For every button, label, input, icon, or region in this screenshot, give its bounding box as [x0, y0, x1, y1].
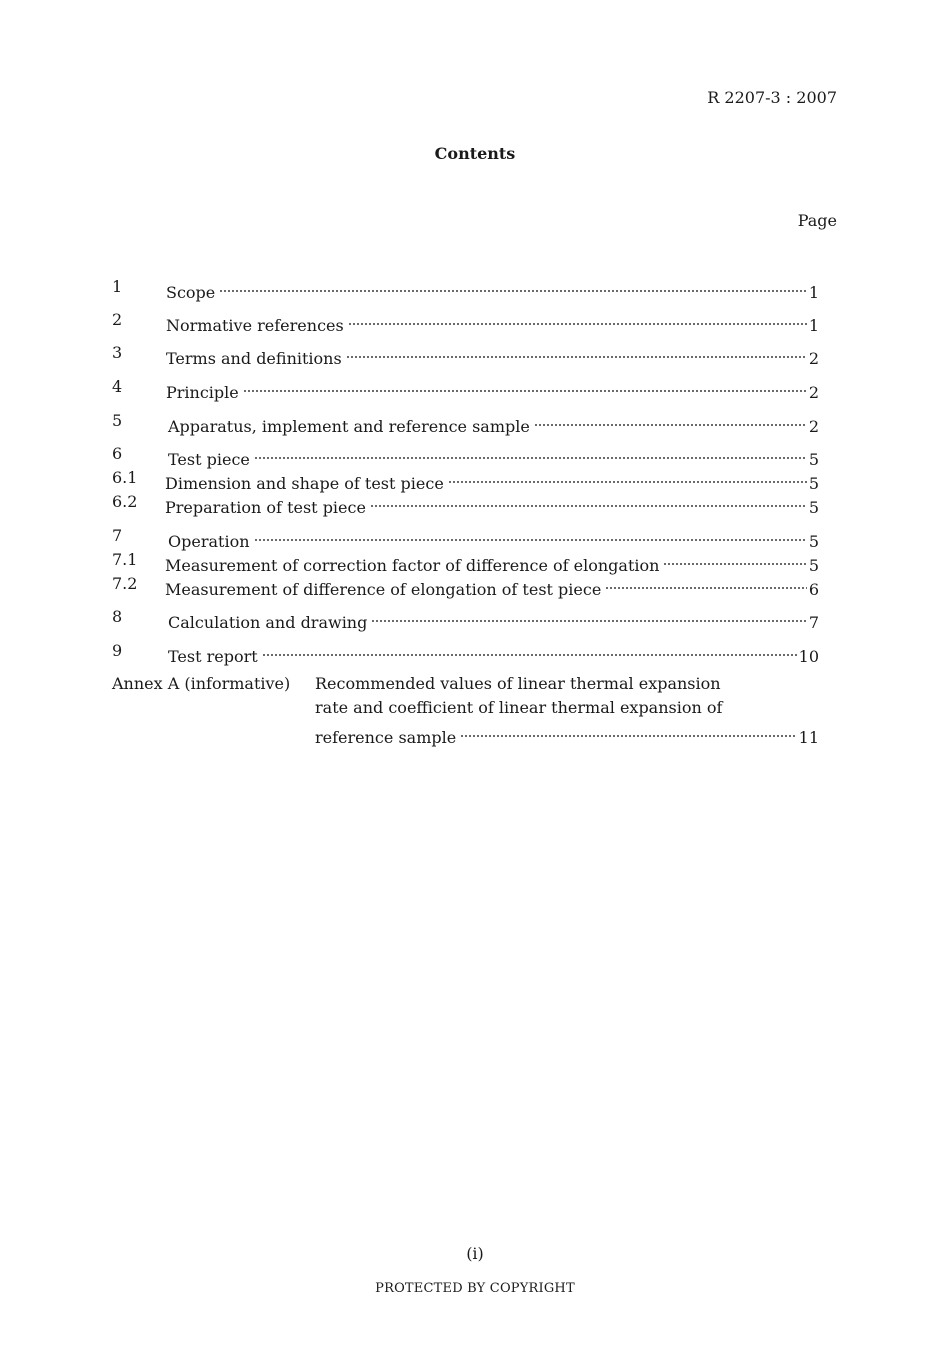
toc-entry-page: 2 [808, 349, 819, 368]
toc-entry-page: 1 [808, 283, 819, 302]
toc-entry-annex-a[interactable] [315, 721, 819, 747]
dot-leader [219, 276, 807, 298]
toc-entry-7[interactable] [112, 525, 819, 551]
toc-entry-7-2[interactable] [112, 573, 819, 599]
page-column-header: Page [797, 211, 837, 230]
copyright-notice: PROTECTED BY COPYRIGHT [375, 1281, 575, 1296]
toc-entry-4[interactable] [112, 376, 819, 402]
page-title: Contents [434, 144, 516, 163]
annex-title-line-1[interactable]: Recommended values of linear thermal expansion [315, 674, 721, 693]
toc-entry-label: Apparatus, implement and reference sample [168, 417, 530, 436]
toc-entry-label: Normative references [166, 316, 344, 335]
dot-leader [460, 721, 796, 743]
annex-title-line-2[interactable]: rate and coefficient of linear thermal expansion of [315, 698, 723, 717]
toc-entry-number: 5 [112, 411, 123, 430]
toc-entry-number: 8 [112, 607, 123, 626]
toc-entry-page: 1 [808, 316, 819, 335]
toc-entry-label: Test piece [168, 450, 250, 469]
toc-entry-5[interactable] [112, 410, 819, 436]
toc-entry-number: 6.2 [112, 492, 138, 511]
toc-entry-number: 1 [112, 277, 123, 296]
toc-entry-number: 3 [112, 343, 123, 362]
toc-entry-page: 5 [808, 498, 819, 517]
toc-entry-page: 6 [808, 580, 819, 599]
toc-entry-label: Preparation of test piece [165, 498, 366, 517]
toc-entry-page: 2 [808, 383, 819, 402]
dot-leader [663, 549, 806, 571]
toc-entry-label: Principle [166, 383, 239, 402]
toc-entry-6[interactable] [112, 443, 819, 469]
toc-entry-number: 2 [112, 310, 123, 329]
toc-entry-number: 7.2 [112, 574, 138, 593]
toc-entry-1[interactable] [112, 276, 819, 302]
toc-entry-7-1[interactable] [112, 549, 819, 575]
dot-leader [346, 342, 807, 364]
dot-leader [243, 376, 807, 398]
toc-entry-label: Measurement of difference of elongation of test piece [165, 580, 602, 599]
dot-leader [254, 525, 807, 547]
toc-entry-label: Test report [168, 647, 258, 666]
dot-leader [254, 443, 807, 465]
toc-entry-number: 9 [112, 641, 123, 660]
annex-label: Annex A (informative) [112, 674, 291, 693]
toc-entry-label: Dimension and shape of test piece [165, 474, 444, 493]
toc-entry-2[interactable] [112, 309, 819, 335]
toc-entry-page: 5 [808, 556, 819, 575]
dot-leader [370, 491, 807, 513]
toc-entry-page: 2 [808, 417, 819, 436]
toc-entry-label: Calculation and drawing [168, 613, 368, 632]
toc-entry-page: 10 [798, 647, 819, 666]
toc-entry-6-1[interactable] [112, 467, 819, 493]
toc-entry-page: 11 [798, 728, 819, 747]
dot-leader [262, 640, 797, 662]
toc-entry-page: 5 [808, 450, 819, 469]
toc-entry-8[interactable] [112, 606, 819, 632]
toc-entry-label: Scope [166, 283, 216, 302]
toc-entry-label: Measurement of correction factor of difference of elongation [165, 556, 660, 575]
toc-entry-number: 4 [112, 377, 123, 396]
dot-leader [448, 467, 807, 489]
toc-entry-label: Operation [168, 532, 250, 551]
dot-leader [605, 573, 807, 595]
toc-entry-label: Terms and definitions [166, 349, 342, 368]
toc-entry-page: 5 [808, 532, 819, 551]
toc-entry-label: reference sample [315, 728, 457, 747]
toc-entry-number: 6 [112, 444, 123, 463]
toc-entry-3[interactable] [112, 342, 819, 368]
toc-entry-number: 7 [112, 526, 123, 545]
toc-entry-number: 6.1 [112, 468, 138, 487]
dot-leader [534, 410, 807, 432]
document-id: R 2207-3 : 2007 [707, 88, 837, 107]
toc-entry-number: 7.1 [112, 550, 138, 569]
dot-leader [348, 309, 807, 331]
toc-entry-page: 7 [808, 613, 819, 632]
dot-leader [371, 606, 806, 628]
toc-entry-6-2[interactable] [112, 491, 819, 517]
toc-entry-page: 5 [808, 474, 819, 493]
footer-page-number: (i) [466, 1244, 484, 1263]
toc-entry-9[interactable] [112, 640, 819, 666]
